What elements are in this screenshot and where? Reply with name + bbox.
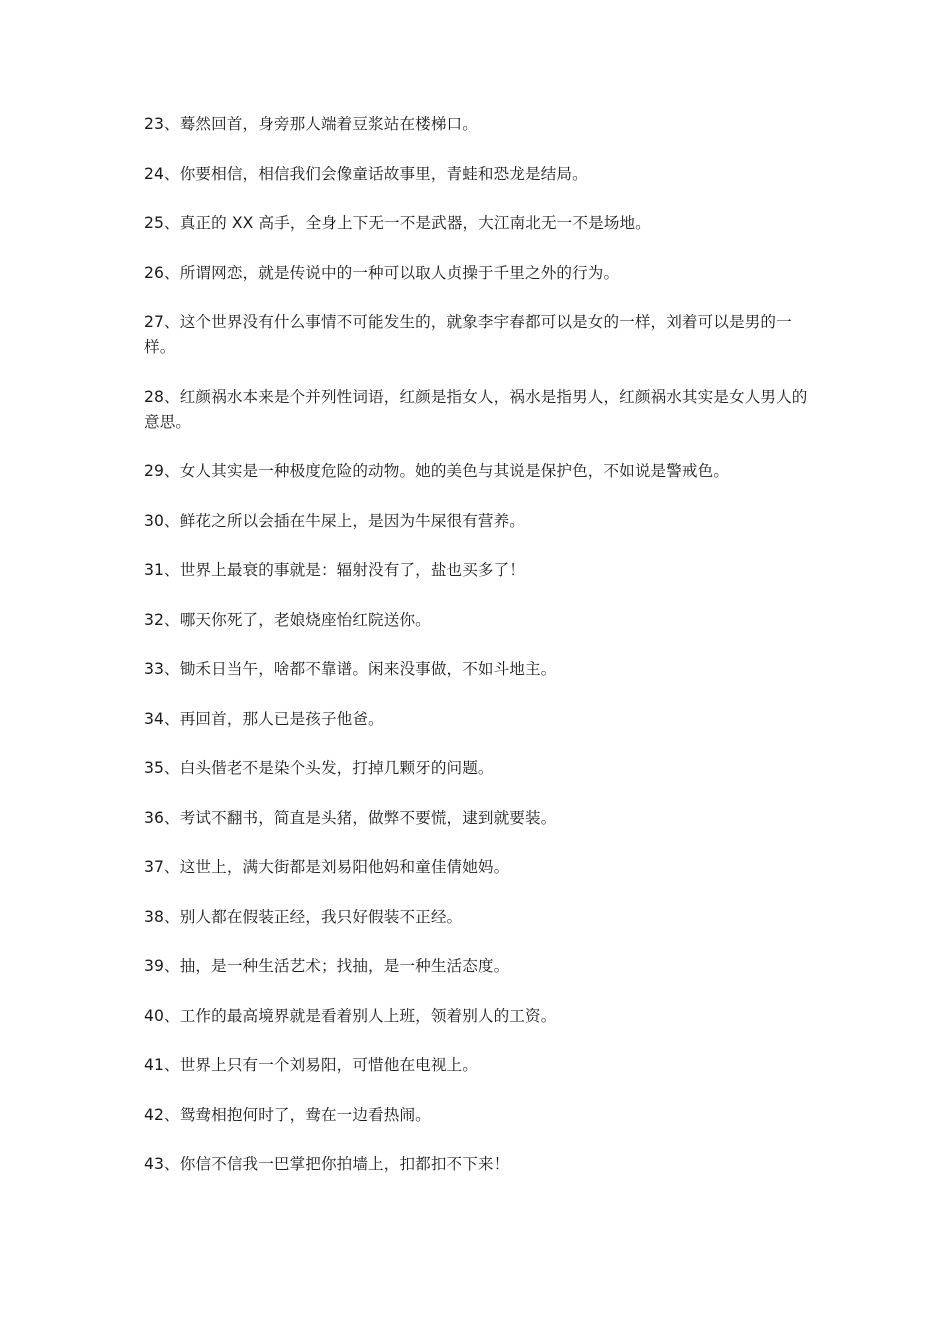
quote-item: 42、鸳鸯相抱何时了，鸯在一边看热闹。 [144, 1105, 431, 1124]
quote-item: 34、再回首，那人已是孩子他爸。 [144, 709, 384, 728]
quote-item: 43、你信不信我一巴掌把你拍墙上，扣都扣不下来！ [144, 1155, 510, 1173]
quote-item: 29、女人其实是一种极度危险的动物。她的美色与其说是保护色，不如说是警戒色。 [144, 462, 730, 480]
quote-item: 30、鲜花之所以会插在牛屎上，是因为牛屎很有营养。 [144, 511, 525, 530]
quote-item: 32、哪天你死了，老娘烧座怡红院送你。 [144, 610, 431, 629]
quote-list [144, 112, 808, 1202]
quote-item: 27、这个世界没有什么事情不可能发生的，就象李宇春都可以是女的一样，刘着可以是男的一样。 [144, 313, 792, 356]
quote-item: 35、白头偕老不是染个头发，打掉几颗牙的问题。 [144, 759, 494, 777]
quote-item: 31、世界上最衰的事就是：辐射没有了，盐也买多了！ [144, 561, 525, 579]
quote-item: 39、抽，是一种生活艺术；找抽，是一种生活态度。 [144, 957, 510, 975]
quote-item: 23、蓦然回首，身旁那人端着豆浆站在楼梯口。 [144, 115, 478, 133]
quote-item: 28、红颜祸水本来是个并列性词语，红颜是指女人，祸水是指男人，红颜祸水其实是女人男人的意思。 [144, 387, 808, 431]
quote-item: 37、这世上，满大街都是刘易阳他妈和童佳倩她妈。 [144, 858, 510, 876]
quote-item: 25、真正的 XX 高手，全身上下无一不是武器，大江南北无一不是场地。 [144, 214, 651, 232]
quote-item: 24、你要相信，相信我们会像童话故事里，青蛙和恐龙是结局。 [144, 164, 588, 183]
quote-item: 26、所谓网恋，就是传说中的一种可以取人贞操于千里之外的行为。 [144, 263, 620, 282]
quote-item: 40、工作的最高境界就是看着别人上班，领着别人的工资。 [144, 1006, 557, 1025]
quote-item: 38、别人都在假装正经，我只好假装不正经。 [144, 907, 463, 926]
quote-item: 33、锄禾日当午，啥都不靠谱。闲来没事做，不如斗地主。 [144, 660, 557, 678]
quote-item: 41、世界上只有一个刘易阳，可惜他在电视上。 [144, 1056, 478, 1074]
quote-item: 36、考试不翻书，简直是头猪，做弊不要慌，逮到就要装。 [144, 808, 557, 827]
